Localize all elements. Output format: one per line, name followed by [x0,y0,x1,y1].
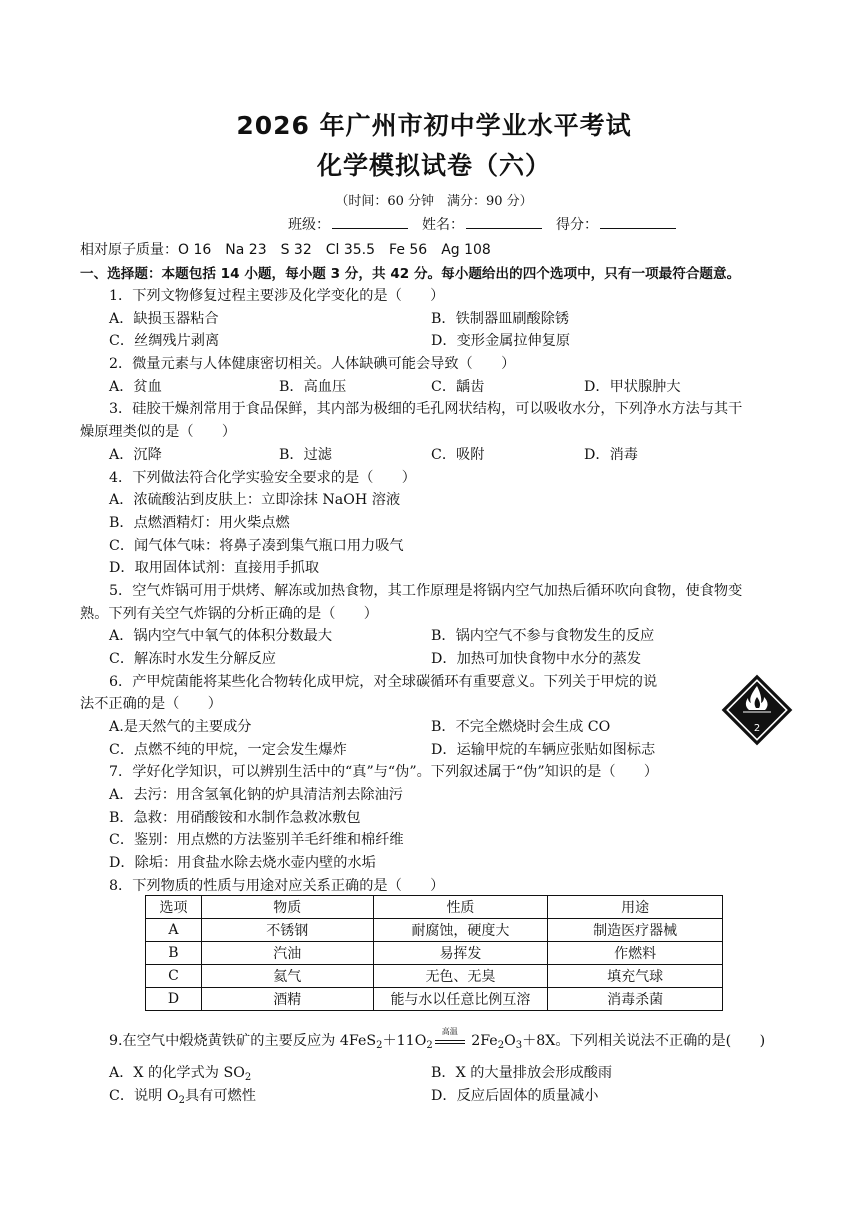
question-7-option-d: D．除垢：用食盐水除去烧水壶内壁的水垢 [109,855,376,871]
question-6-option-b: B．不完全燃烧时会生成 CO [431,719,611,735]
table-row [146,942,723,965]
atomic-mass-line: 相对原子质量：O 16 Na 23 S 32 Cl 35.5 Fe 56 Ag 108 [80,242,491,258]
reaction-arrow [433,1027,467,1048]
question-9-stem: 9.在空气中煅烧黄铁矿的主要反应为 $4FeS_2+11O_2$ 高温 $2Fe_2O_3+8X$。下列相关说法不正确的是( ) [109,1027,766,1051]
score-label: 得分： [556,217,598,233]
score-field[interactable] [600,214,676,229]
question-2-option-b: B．高血压 [279,379,347,395]
student-info-line [288,214,690,234]
question-4-stem: 4．下列做法符合化学实验安全要求的是（ ） [109,470,416,486]
question-8-table [145,895,723,1011]
question-5-stem-line1: 5．空气炸锅可用于烘烤、解冻或加热食物，其工作原理是将锅内空气加热后循环吹向食物，使食物变 [109,583,743,599]
table-row [146,965,723,988]
table-cell: C [146,965,202,988]
name-label: 姓名： [422,217,464,233]
q9-stem-part: 9.在空气中煅烧黄铁矿的主要反应为 4FeS [109,1033,377,1049]
table-cell: B [146,942,202,965]
table-cell: 汽油 [201,942,373,965]
class-label: 班级： [288,217,330,233]
table-cell: A [146,919,202,942]
table-cell: 作燃料 [548,942,723,965]
question-7-option-c: C．鉴别：用点燃的方法鉴别羊毛纤维和棉纤维 [109,832,404,848]
question-5-option-d: D．加热可加快食物中水分的蒸发 [431,651,642,667]
table-cell: 耐腐蚀，硬度大 [373,919,548,942]
exam-subtitle: 化学模拟试卷（六） [316,151,551,180]
question-7-option-a: A．去污：用含氢氧化钠的炉具清洁剂去除油污 [109,787,403,803]
table-cell: 无色、无臭 [373,965,548,988]
question-9-option-c: C．说明 $O_2$具有可燃性 [109,1088,256,1106]
question-3-stem-line1: 3．硅胶干燥剂常用于食品保鲜，其内部为极细的毛孔网状结构，可以吸收水分，下列净水方法与其干 [109,401,743,417]
table-header-cell: 性质 [373,896,548,919]
table-cell: 酒精 [201,988,373,1011]
question-5-option-a: A．锅内空气中氧气的体积分数最大 [109,628,333,644]
question-5-option-c: C．解冻时水发生分解反应 [109,651,276,667]
question-1-option-a: A．缺损玉器粘合 [109,311,219,327]
question-6-stem-line2: 法不正确的是（ ） [80,696,222,712]
question-9-option-d: D．反应后固体的质量减小 [431,1088,599,1104]
question-5-stem-line2: 熟。下列有关空气炸锅的分析正确的是（ ） [80,606,378,622]
question-2-option-d: D．甲状腺肿大 [584,379,681,395]
question-5-option-b: B．锅内空气不参与食物发生的反应 [431,628,655,644]
table-cell: D [146,988,202,1011]
table-cell: 填充气球 [548,965,723,988]
table-header-cell: 物质 [201,896,373,919]
section-heading: 一、选择题：本题包括 14 小题，每小题 3 分，共 42 分。每小题给出的四个选项中，只有一项最符合题意。 [80,266,741,282]
table-row [146,988,723,1011]
question-1-option-b: B．铁制器皿刷酸除锈 [431,311,570,327]
table-cell: 氦气 [201,965,373,988]
table-header-row [146,896,723,919]
question-3-stem-line2: 燥原理类似的是（ ） [80,424,237,440]
question-9-option-a: A．X 的化学式为 $SO_2$ [109,1065,252,1083]
question-6-option-d: D．运输甲烷的车辆应张贴如图标志 [431,742,656,758]
question-3-option-c: C．吸附 [431,447,485,463]
question-2-stem: 2．微量元素与人体健康密切相关。人体缺碘可能会导致（ ） [109,356,516,372]
question-6-option-c: C．点燃不纯的甲烷，一定会发生爆炸 [109,742,347,758]
question-9-option-b: B．X 的大量排放会形成酸雨 [431,1065,613,1081]
sign-number: 2 [753,723,761,734]
exam-title: 2026 年广州市初中学业水平考试 [236,111,632,140]
table-cell: 不锈钢 [201,919,373,942]
flammable-gas-sign-icon [718,671,796,749]
table-cell: 消毒杀菌 [548,988,723,1011]
q9-stem-part: 2Fe [466,1033,498,1049]
q9-stem-part: ＋11O [382,1033,427,1049]
question-4-option-d: D．取用固体试剂：直接用手抓取 [109,560,320,576]
table-cell: 能与水以任意比例互溶 [373,988,548,1011]
table-row [146,919,723,942]
time-info: （时间：60 分钟 满分：90 分） [335,194,533,209]
question-7-option-b: B．急救：用硝酸铵和水制作急救冰敷包 [109,810,361,826]
question-3-option-d: D．消毒 [584,447,638,463]
q9-option-c-text: C．说明 O [109,1088,179,1104]
table-header-cell: 用途 [548,896,723,919]
question-4-option-c: C．闻气体气味：将鼻子凑到集气瓶口用力吸气 [109,538,404,554]
table-cell: 制造医疗器械 [548,919,723,942]
q9-option-a-text: A．X 的化学式为 SO [109,1065,245,1081]
question-3-option-a: A．沉降 [109,447,162,463]
question-4-option-a: A．浓硫酸沾到皮肤上：立即涂抹 NaOH 溶液 [109,492,401,508]
question-7-stem: 7．学好化学知识，可以辨别生活中的“真”与“伪”。下列叙述属于“伪”知识的是（ ） [109,764,659,780]
class-field[interactable] [332,214,408,229]
q9-stem-part: O [504,1033,516,1049]
question-2-option-a: A．贫血 [109,379,162,395]
question-1-stem: 1．下列文物修复过程主要涉及化学变化的是（ ） [109,288,445,304]
question-1-option-c: C．丝绸残片剥离 [109,333,220,349]
q9-option-c-text: 具有可燃性 [184,1088,256,1104]
name-field[interactable] [466,214,542,229]
question-6-stem-line1: 6．产甲烷菌能将某些化合物转化成甲烷，对全球碳循环有重要意义。下列关于甲烷的说 [109,674,658,690]
question-8-stem: 8．下列物质的性质与用途对应关系正确的是（ ） [109,878,445,894]
question-4-option-b: B．点燃酒精灯：用火柴点燃 [109,515,290,531]
question-6-option-a: A.是天然气的主要成分 [109,719,252,735]
table-cell: 易挥发 [373,942,548,965]
reaction-condition: 高温 [441,1027,458,1036]
question-1-option-d: D．变形金属拉伸复原 [431,333,571,349]
question-2-option-c: C．龋齿 [431,379,485,395]
question-3-option-b: B．过滤 [279,447,332,463]
q9-stem-part: ＋8X。下列相关说法不正确的是( ) [522,1033,766,1049]
table-header-cell: 选项 [146,896,202,919]
